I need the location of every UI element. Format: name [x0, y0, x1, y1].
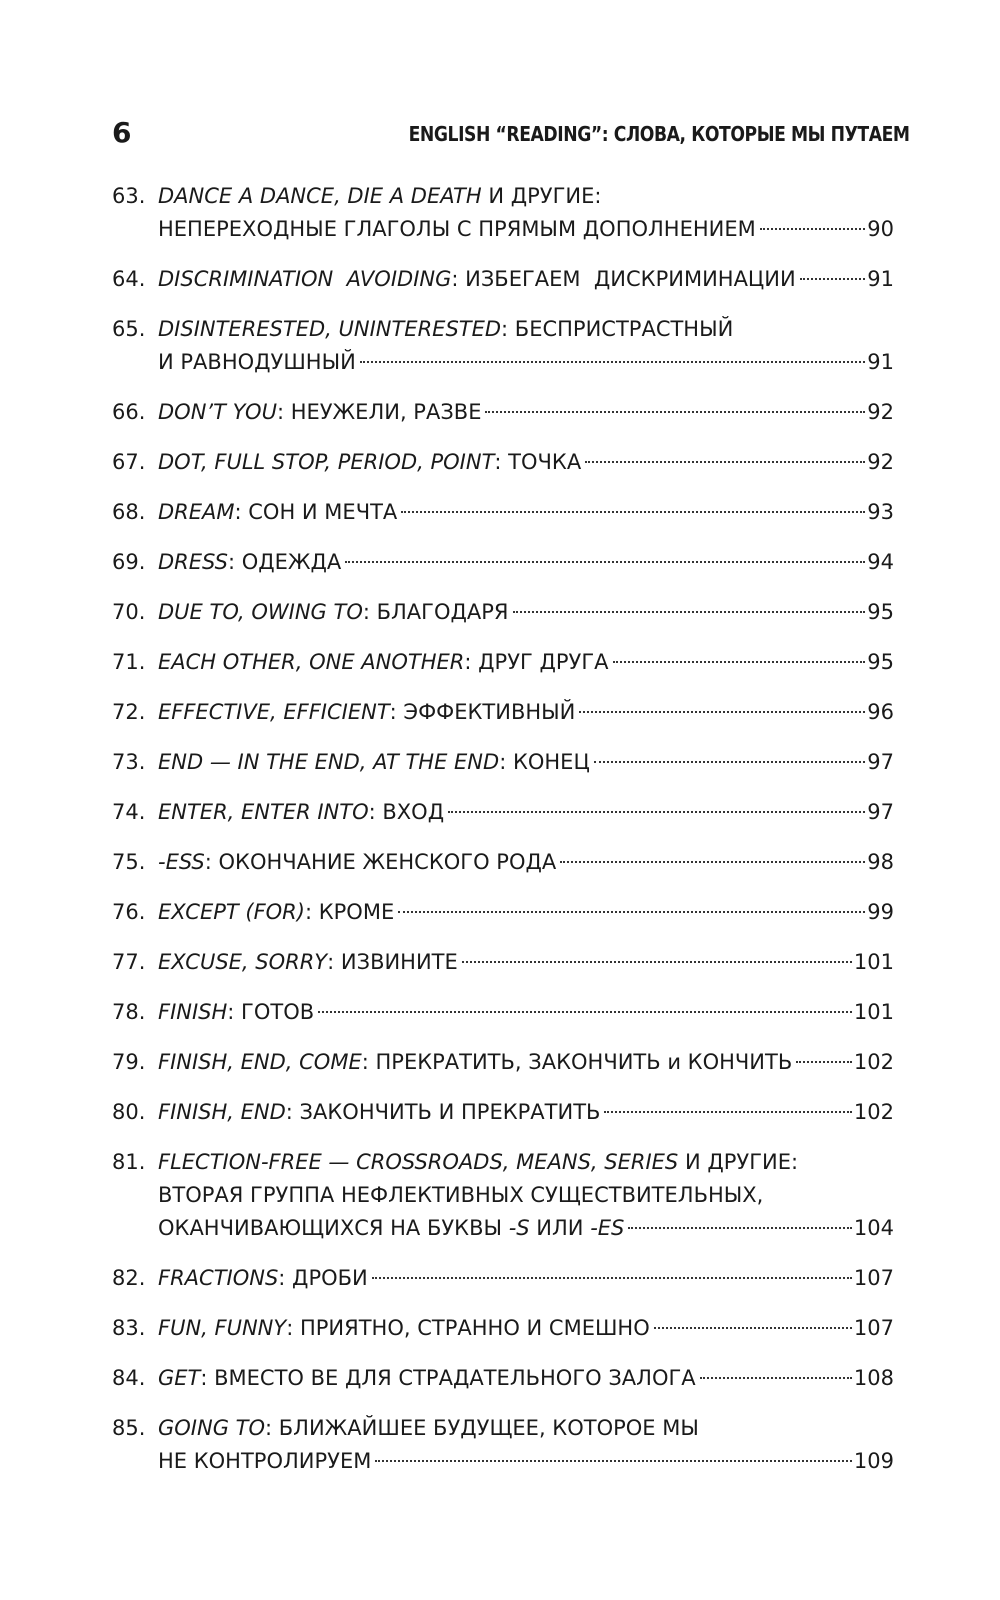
dot-leader: [485, 411, 865, 413]
entry-title-line: FINISH, END: ЗАКОНЧИТЬ И ПРЕКРАТИТЬ: [158, 1100, 601, 1124]
dot-leader: [585, 461, 865, 463]
entry-number: 65.: [112, 317, 146, 341]
entry-title-line: EFFECTIVE, EFFICIENT: ЭФФЕКТИВНЫЙ: [158, 700, 576, 724]
entry-page-number: 96: [867, 700, 894, 724]
toc-entry[interactable]: [0, 263, 1000, 296]
entry-number: 66.: [112, 400, 146, 424]
entry-page-number: 107: [853, 1266, 894, 1290]
table-of-contents: [0, 180, 1000, 1495]
entry-title-line: ОКАНЧИВАЮЩИХСЯ НА БУКВЫ -S ИЛИ -ES: [158, 1216, 625, 1240]
dot-leader: [628, 1227, 852, 1229]
entry-title-line: И РАВНОДУШНЫЙ: [158, 350, 356, 374]
entry-number: 75.: [112, 850, 146, 874]
entry-title-line: EXCEPT (FOR): КРОМЕ: [158, 900, 395, 924]
entry-number: 71.: [112, 650, 146, 674]
dot-leader: [345, 561, 865, 563]
entry-page-number: 94: [867, 550, 894, 574]
entry-page-number: 91: [867, 350, 894, 374]
dot-leader: [360, 361, 865, 363]
entry-page-number: 92: [867, 400, 894, 424]
entry-page-number: 99: [867, 900, 894, 924]
entry-number: 81.: [112, 1150, 146, 1174]
entry-page-number: 91: [867, 267, 894, 291]
entry-number: 78.: [112, 1000, 146, 1024]
dot-leader: [654, 1327, 852, 1329]
entry-page-number: 97: [867, 800, 894, 824]
entry-number: 77.: [112, 950, 146, 974]
entry-page-number: 104: [853, 1216, 894, 1240]
entry-number: 85.: [112, 1416, 146, 1440]
entry-page-number: 109: [853, 1449, 894, 1473]
entry-page-number: 102: [853, 1100, 894, 1124]
entry-title-line: DANCE A DANCE, DIE A DEATH И ДРУГИЕ:: [158, 184, 602, 208]
entry-title-line: GET: ВМЕСТО BE ДЛЯ СТРАДАТЕЛЬНОГО ЗАЛОГА: [158, 1366, 696, 1390]
entry-number: 70.: [112, 600, 146, 624]
toc-entry[interactable]: [0, 396, 1000, 429]
entry-number: 83.: [112, 1316, 146, 1340]
entry-page-number: 102: [853, 1050, 894, 1074]
entry-title-line: DREAM: СОН И МЕЧТА: [158, 500, 398, 524]
entry-page-number: 93: [867, 500, 894, 524]
entry-page-number: 98: [867, 850, 894, 874]
dot-leader: [613, 661, 866, 663]
entry-title-line: -ESS: ОКОНЧАНИЕ ЖЕНСКОГО РОДА: [158, 850, 557, 874]
entry-number: 76.: [112, 900, 146, 924]
entry-title-line: FINISH: ГОТОВ: [158, 1000, 315, 1024]
toc-entry[interactable]: [0, 1046, 1000, 1079]
toc-entry[interactable]: [0, 1412, 1000, 1478]
entry-title-line: DRESS: ОДЕЖДА: [158, 550, 342, 574]
dot-leader: [462, 961, 852, 963]
entry-title-line: DISCRIMINATION AVOIDING: ИЗБЕГАЕМ ДИСКРИМИНАЦИИ: [158, 267, 796, 291]
dot-leader: [375, 1460, 852, 1462]
toc-entry[interactable]: [0, 496, 1000, 529]
page-number: 6: [112, 116, 132, 149]
dot-leader: [700, 1377, 852, 1379]
entry-title-line: FUN, FUNNY: ПРИЯТНО, СТРАННО И СМЕШНО: [158, 1316, 650, 1340]
dot-leader: [398, 911, 865, 913]
entry-title-line: FLECTION-FREE — CROSSROADS, MEANS, SERIES И ДРУГИЕ:: [158, 1150, 799, 1174]
dot-leader: [760, 228, 866, 230]
toc-entry[interactable]: [0, 846, 1000, 879]
entry-number: 64.: [112, 267, 146, 291]
entry-page-number: 92: [867, 450, 894, 474]
entry-title-line: DUE TO, OWING TO: БЛАГОДАРЯ: [158, 600, 509, 624]
entry-title-line: FINISH, END, COME: ПРЕКРАТИТЬ, ЗАКОНЧИТЬ и КОНЧИТЬ: [158, 1050, 793, 1074]
dot-leader: [448, 811, 865, 813]
toc-entry[interactable]: [0, 696, 1000, 729]
entry-title-line: EXCUSE, SORRY: ИЗВИНИТЕ: [158, 950, 458, 974]
entry-page-number: 107: [853, 1316, 894, 1340]
dot-leader: [513, 611, 866, 613]
toc-entry[interactable]: [0, 546, 1000, 579]
entry-number: 80.: [112, 1100, 146, 1124]
toc-entry[interactable]: [0, 180, 1000, 246]
entry-title-line: DISINTERESTED, UNINTERESTED: БЕСПРИСТРАСТНЫЙ: [158, 317, 734, 341]
toc-entry[interactable]: [0, 1362, 1000, 1395]
dot-leader: [604, 1111, 851, 1113]
dot-leader: [372, 1277, 852, 1279]
entry-title-line: END — IN THE END, AT THE END: КОНЕЦ: [158, 750, 590, 774]
toc-entry[interactable]: [0, 313, 1000, 379]
entry-title-line: DON’T YOU: НЕУЖЕЛИ, РАЗВЕ: [158, 400, 482, 424]
page-header: [0, 116, 1000, 156]
toc-entry[interactable]: [0, 996, 1000, 1029]
entry-page-number: 101: [853, 950, 894, 974]
toc-entry[interactable]: [0, 1312, 1000, 1345]
toc-entry[interactable]: [0, 596, 1000, 629]
toc-entry[interactable]: [0, 796, 1000, 829]
entry-number: 79.: [112, 1050, 146, 1074]
entry-page-number: 97: [867, 750, 894, 774]
entry-title-line: EACH OTHER, ONE ANOTHER: ДРУГ ДРУГА: [158, 650, 609, 674]
dot-leader: [401, 511, 865, 513]
entry-title-line: НЕ КОНТРОЛИРУЕМ: [158, 1449, 372, 1473]
entry-page-number: 95: [867, 600, 894, 624]
entry-page-number: 90: [867, 217, 894, 241]
dot-leader: [796, 1061, 852, 1063]
dot-leader: [594, 761, 866, 763]
entry-page-number: 101: [853, 1000, 894, 1024]
entry-page-number: 108: [853, 1366, 894, 1390]
entry-title-line: FRACTIONS: ДРОБИ: [158, 1266, 368, 1290]
toc-entry[interactable]: [0, 1146, 1000, 1245]
running-title: ENGLISH “READING”: СЛОВА, КОТОРЫЕ МЫ ПУТАЕМ: [408, 122, 910, 146]
entry-number: 73.: [112, 750, 146, 774]
toc-entry[interactable]: [0, 1096, 1000, 1129]
entry-title-line: ВТОРАЯ ГРУППА НЕФЛЕКТИВНЫХ СУЩЕСТВИТЕЛЬНЫХ,: [158, 1183, 764, 1207]
entry-number: 84.: [112, 1366, 146, 1390]
toc-entry[interactable]: [0, 896, 1000, 929]
dot-leader: [579, 711, 865, 713]
entry-title-line: НЕПЕРЕХОДНЫЕ ГЛАГОЛЫ С ПРЯМЫМ ДОПОЛНЕНИЕМ: [158, 217, 756, 241]
toc-entry[interactable]: [0, 946, 1000, 979]
entry-title-line: ENTER, ENTER INTO: ВХОД: [158, 800, 445, 824]
entry-number: 74.: [112, 800, 146, 824]
toc-entry[interactable]: [0, 446, 1000, 479]
entry-number: 82.: [112, 1266, 146, 1290]
entry-number: 67.: [112, 450, 146, 474]
entry-number: 69.: [112, 550, 146, 574]
entry-title-line: DOT, FULL STOP, PERIOD, POINT: ТОЧКА: [158, 450, 582, 474]
entry-number: 68.: [112, 500, 146, 524]
entry-page-number: 95: [867, 650, 894, 674]
toc-entry[interactable]: [0, 746, 1000, 779]
entry-number: 72.: [112, 700, 146, 724]
dot-leader: [800, 278, 866, 280]
entry-title-line: GOING TO: БЛИЖАЙШЕЕ БУДУЩЕЕ, КОТОРОЕ МЫ: [158, 1416, 699, 1440]
dot-leader: [560, 861, 865, 863]
entry-number: 63.: [112, 184, 146, 208]
dot-leader: [318, 1011, 852, 1013]
toc-entry[interactable]: [0, 1262, 1000, 1295]
toc-entry[interactable]: [0, 646, 1000, 679]
